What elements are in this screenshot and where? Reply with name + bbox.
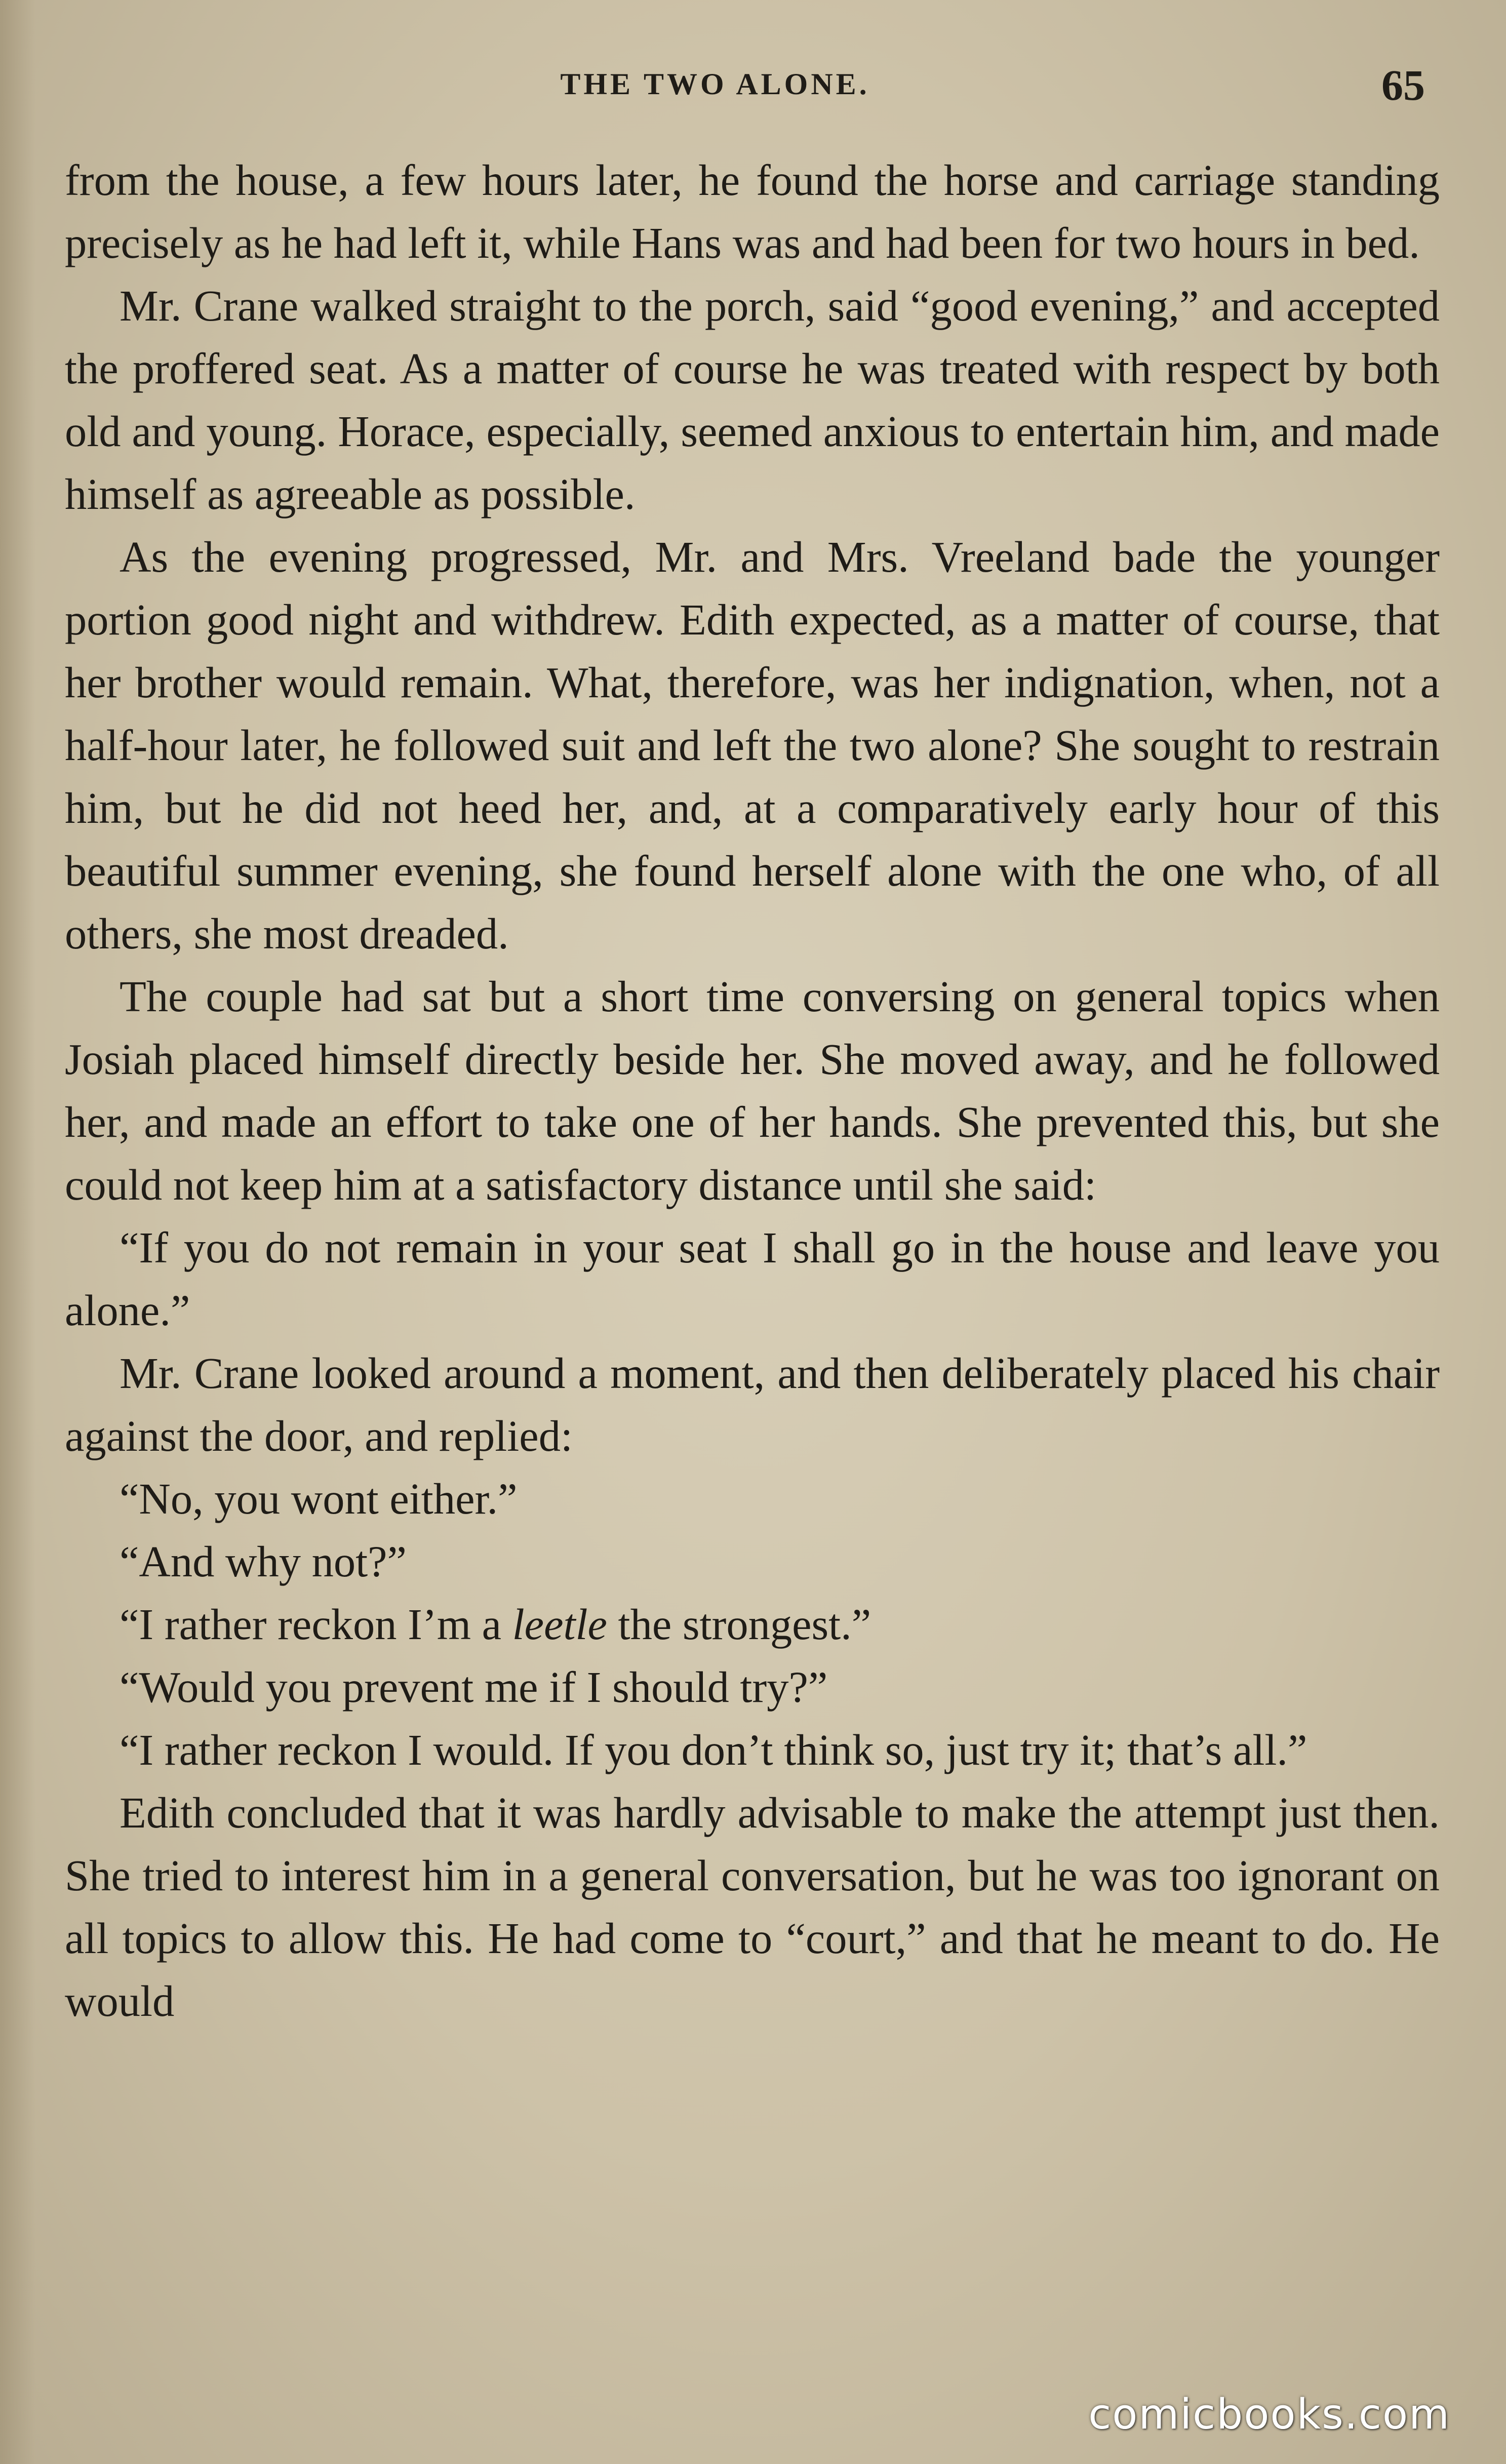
paragraph-7: “No, you wont either.” <box>120 1475 518 1523</box>
paragraph-6: Mr. Crane looked around a moment, and then deliberately placed his chair against the door, and replied: <box>65 1349 1440 1460</box>
paragraph-8: “And why not?” <box>120 1537 407 1586</box>
paragraph-11: “I rather reckon I would. If you don’t think so, just try it; that’s all.” <box>120 1726 1307 1774</box>
page-header <box>0 60 1506 121</box>
paragraph-3: As the evening progressed, Mr. and Mrs. Vreeland bade the younger portion good night and withdrew. Edith expected, as a matter of course, that her brother would remain. What, therefore, was her indignation, when, not a half-hour later, he followed suit and left the two alone? She sought to restrain him, but he did not heed her, and, at a comparatively early hour of this beautiful summer evening, she found herself alone with the one who, of all others, she most dreaded. <box>65 533 1440 958</box>
paragraph-9-after: the strongest.” <box>607 1600 871 1649</box>
paragraph-1: from the house, a few hours later, he found the horse and carriage standing precisely as he had left it, while Hans was and had been for two hours in bed. <box>65 156 1440 267</box>
page-edge-shadow <box>0 0 35 2464</box>
paragraph-2: Mr. Crane walked straight to the porch, said “good evening,” and accepted the proffered seat. As a matter of course he was treated with respect by both old and young. Horace, especially, seemed anxious to entertain him, and made himself as agreeable as possible. <box>65 282 1440 519</box>
paragraph-9-italic: leetle <box>512 1600 607 1649</box>
body-text <box>65 149 1440 2033</box>
paragraph-9 <box>65 1593 1440 1656</box>
paragraph-5: “If you do not remain in your seat I shall go in the house and leave you alone.” <box>65 1223 1440 1335</box>
paragraph-9-before: “I rather reckon I’m a <box>120 1600 512 1649</box>
page-number: 65 <box>1381 61 1425 109</box>
paragraph-12: Edith concluded that it was hardly advisable to make the attempt just then. She tried to interest him in a general conversation, but he was too ignorant on all topics to allow this. He had come to “court,” and that he meant to do. He would <box>65 1789 1440 2025</box>
running-title: THE TWO ALONE. <box>560 67 870 101</box>
watermark-text: comicbooks.com <box>1088 2391 1450 2439</box>
paragraph-4: The couple had sat but a short time conversing on general topics when Josiah placed himself directly beside her. She moved away, and he followed her, and made an effort to take one of her hands. She prevented this, but she could not keep him at a satisfactory distance until she said: <box>65 972 1440 1209</box>
paragraph-10: “Would you prevent me if I should try?” <box>120 1663 828 1712</box>
